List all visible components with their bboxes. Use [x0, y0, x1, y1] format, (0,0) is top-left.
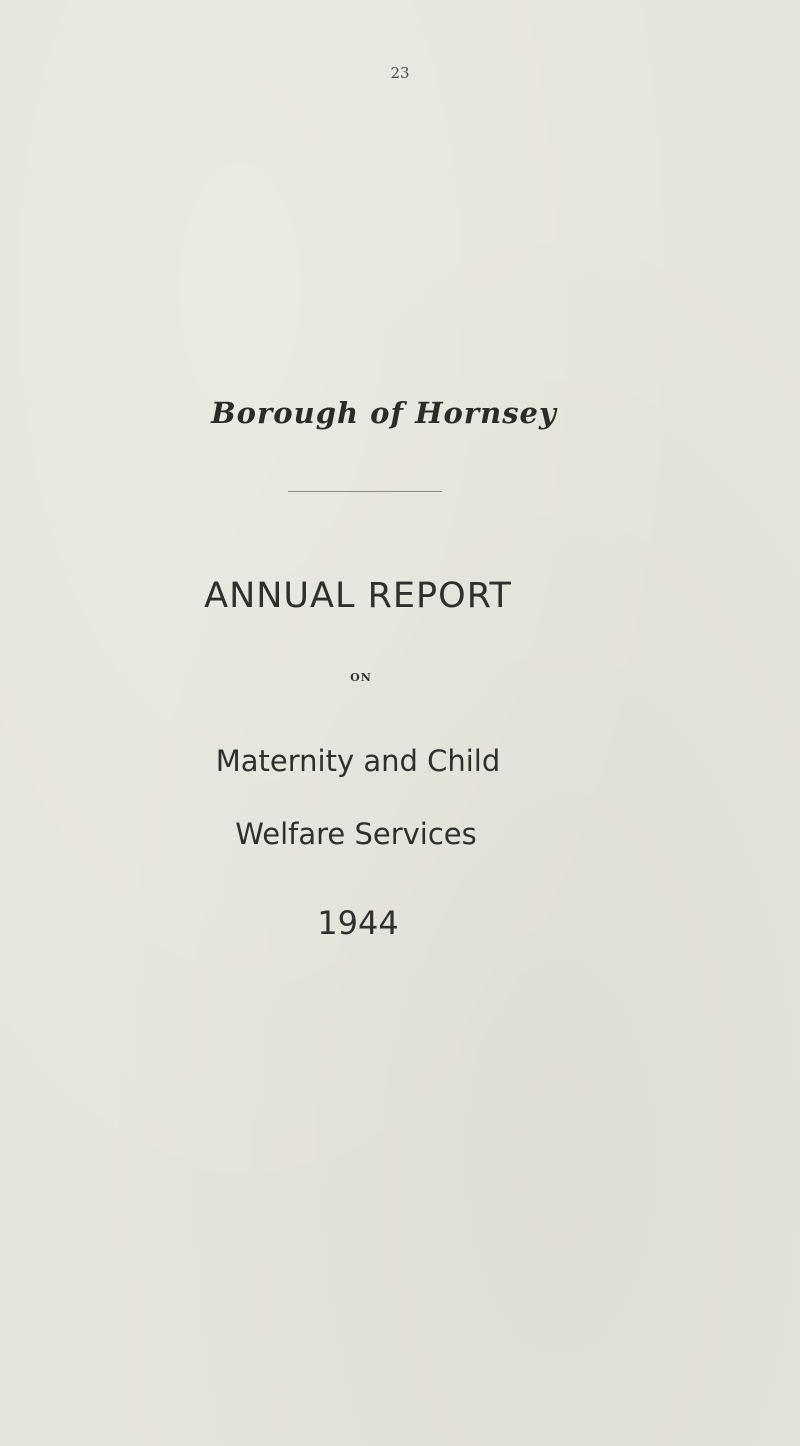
- subject-line-1: Maternity and Child: [215, 744, 501, 778]
- page-number: 23: [390, 64, 410, 82]
- on-label: ON: [350, 671, 372, 684]
- title-divider: [288, 491, 442, 492]
- borough-title: Borough of Hornsey: [211, 396, 557, 430]
- report-year: 1944: [317, 904, 399, 942]
- report-title: ANNUAL REPORT: [204, 576, 512, 616]
- subject-line-2: Welfare Services: [235, 817, 477, 851]
